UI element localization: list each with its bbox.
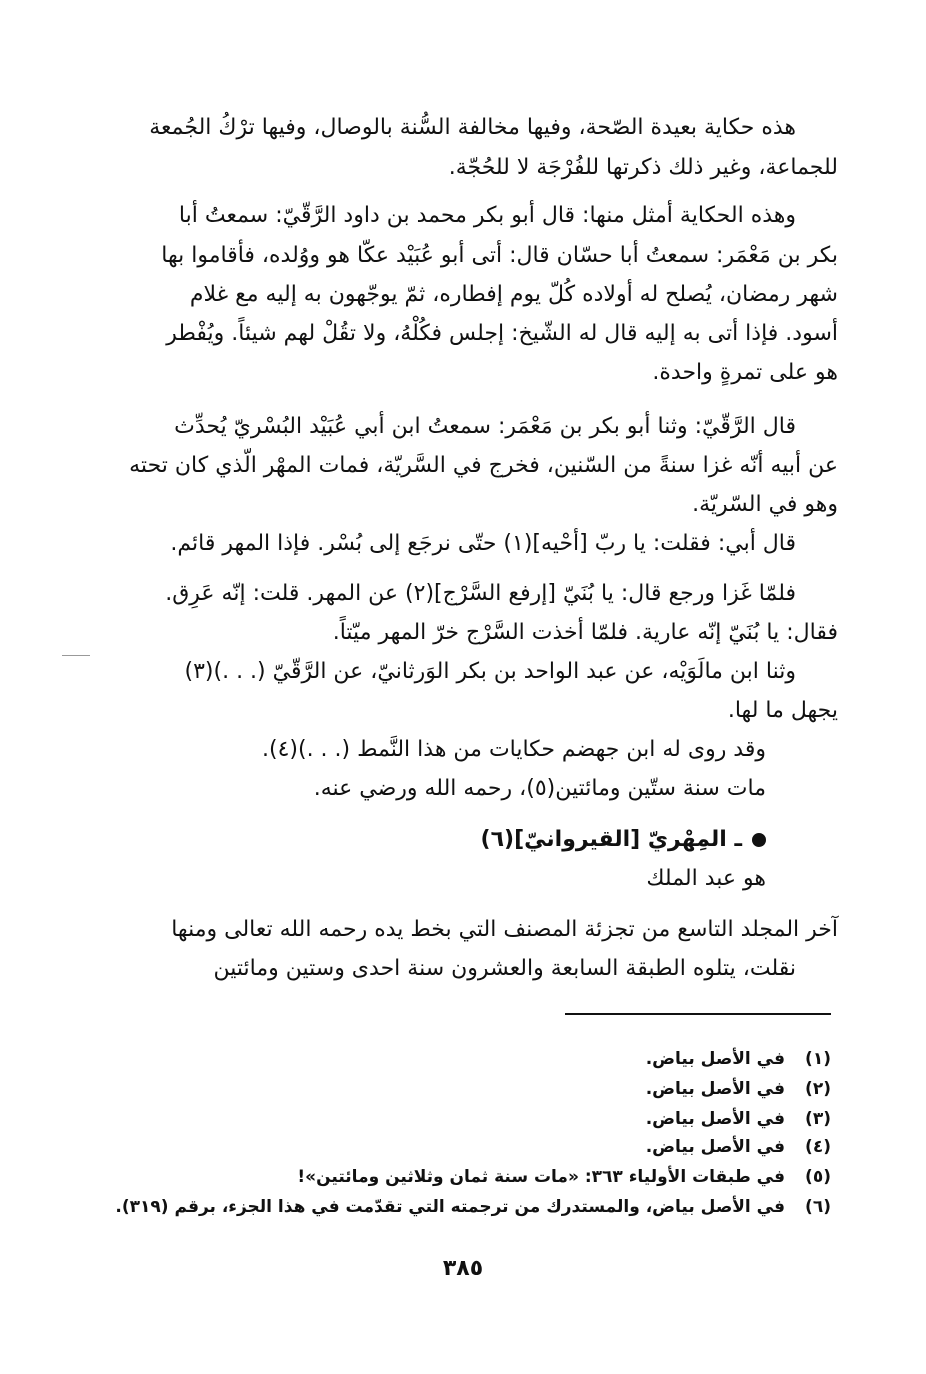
text-line: فقال: يا بُنَيّ إنّه عارية. فلمّا أخذت السَّرْج خرّ المهر ميّتاً. (332, 620, 838, 645)
footnote-item (150, 1133, 831, 1161)
text-line: قال أبي: فقلت: يا ربّ [أحْيه](١) حتّى نرجَع إلى بُسْر. فإذا المهر قائم. (170, 531, 796, 556)
footnote-text: في الأصل بياض. (645, 1137, 785, 1157)
text-line: عن أبيه أنّه غزا سنةً من السّنين، فخرج في السَّريّة، فمات المهْر الّذي كان تحته (129, 453, 838, 478)
closing-note-line: آخر المجلد التاسع من تجزئة المصنف التي بخط يده رحمه الله تعالى ومنها (171, 917, 838, 942)
footnote-number: (٣) (805, 1109, 831, 1129)
text-line: مات سنة ستّين ومائتين(٥)، رحمه الله ورضي عنه. (313, 776, 766, 801)
margin-mark (62, 655, 90, 656)
text-line: هذه حكاية بعيدة الصّحة، وفيها مخالفة السُّنة بالوصال، وفيها ترْكُ الجُمعة (149, 115, 796, 140)
footnote-item (150, 1075, 831, 1103)
footnote-number: (١) (805, 1049, 831, 1069)
footnote-text: في الأصل بياض. (645, 1109, 785, 1129)
footnote-number: (٥) (805, 1167, 831, 1187)
footnote-item (150, 1163, 831, 1191)
text-line: قال الرَّقّيّ: وثنا أبو بكر بن مَعْمَر: سمعتُ ابن أبي عُبَيْد البُسْريّ يُحدِّث (174, 414, 796, 439)
text-line: بكر بن مَعْمَر: سمعتُ أبا حسّان قال: أتى أبو عُبَيْد عكّا هو ووُلده، فأقاموا بها (161, 243, 838, 268)
footnote-text: في الأصل بياض. (645, 1079, 785, 1099)
footnote-item (150, 1105, 831, 1133)
text-line: يجهل ما لها. (727, 698, 838, 723)
text-line: فلمّا غَزا ورجع قال: يا بُنَيّ [إرفع السَّرْج](٢) عن المهر. قلت: إنّه عَرِق. (165, 581, 796, 606)
text-line: هو على تمرةٍ واحدة. (652, 360, 838, 385)
footnote-item (115, 1193, 831, 1221)
page-number: ٣٨٥ (442, 1256, 484, 1281)
closing-note-line: نقلت، يتلوه الطبقة السابعة والعشرون سنة احدى وستين ومائتين (213, 956, 796, 981)
entry-heading-text: ـ المِهْريّ [القيروانيّ](٦) (480, 827, 742, 852)
footnote-separator (565, 1013, 831, 1015)
footnote-text: في الأصل بياض. (645, 1049, 785, 1069)
entry-heading (112, 820, 766, 860)
text-line: وهو في السّريّة. (692, 492, 838, 517)
text-line: أسود. فإذا أتى به إليه قال له الشّيخ: إجلس فكُلْهُ، ولا تقُلْ لهم شيئاً. ويُفْطر (166, 321, 838, 346)
text-line: للجماعة، وغير ذلك ذكرتها للفُرْجَة لا للحُجّة. (448, 155, 838, 180)
footnote-number: (٢) (805, 1079, 831, 1099)
footnote-text: في طبقات الأولياء ٣٦٣: «مات سنة ثمان وثلاثين ومائتين»! (297, 1167, 785, 1187)
text-line: هو عبد الملك (646, 866, 766, 891)
footnote-item (150, 1045, 831, 1073)
footnote-number: (٤) (805, 1137, 831, 1157)
footnote-text: في الأصل بياض، والمستدرك من ترجمته التي تقدّمت في هذا الجزء، برقم (٣١٩). (115, 1197, 785, 1217)
text-line: وثنا ابن مالَوَيْه، عن عبد الواحد بن بكر الوَرثانيّ، عن الرَّقّيّ (. . .)(٣) (184, 659, 796, 684)
bullet-icon (752, 833, 766, 847)
text-line: وهذه الحكاية أمثل منها: قال أبو بكر محمد بن داود الرَّقّيّ: سمعتُ أبا (178, 203, 796, 228)
text-line: وقد روى له ابن جهضم حكايات من هذا النَّمط (. . .)(٤). (262, 737, 766, 762)
footnote-number: (٦) (805, 1197, 831, 1217)
text-line: شهر رمضان، يُصلح له أولاده كُلّ يوم إفطاره، ثمّ يوجّهون به إليه مع غلام (189, 282, 838, 307)
